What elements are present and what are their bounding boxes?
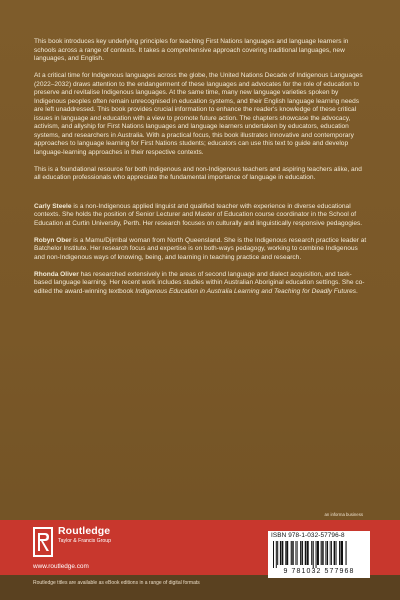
bio-text: is a non-Indigenous applied linguist and qualified teacher with experience in diverse educational contexts. She holds the position of Senior Lecturer and Master of Education course coordinator in the School of Education at Curtin University, Perth. Her research focuses on culturally and linguistically responsive pedagogies.	[34, 202, 363, 227]
barcode-bar	[317, 541, 319, 565]
blurb-text	[34, 38, 368, 305]
barcode-bar	[321, 541, 322, 565]
isbn-label: ISBN 978-1-032-57796-8	[271, 532, 345, 539]
bio-name: Robyn Ober	[34, 236, 72, 244]
barcode-digits: 9 781032 577968	[283, 568, 355, 575]
barcode-bar	[295, 541, 296, 565]
bio-name: Carly Steele	[34, 202, 72, 210]
barcode-bar	[285, 541, 286, 565]
barcode-bar	[346, 541, 347, 565]
barcode-bar	[325, 541, 326, 565]
bio-name: Rhonda Oliver	[34, 270, 79, 278]
barcode-bar	[339, 541, 341, 565]
publisher-group: Taylor & Francis Group	[58, 538, 112, 544]
publisher-name: Routledge	[58, 525, 111, 537]
barcode-guard-bar	[273, 541, 274, 568]
bio-rhonda-oliver	[34, 271, 368, 297]
barcode-bar	[341, 541, 343, 565]
book-title: Indigenous Education in Australia Learning and Teaching for Deadly Futures	[135, 287, 356, 295]
barcode-bar	[277, 541, 278, 565]
barcode-bar	[334, 541, 336, 565]
barcode-bar	[322, 541, 324, 565]
barcode-bar	[297, 541, 298, 565]
barcode-bar	[286, 541, 288, 565]
barcode-icon	[272, 541, 367, 568]
intro-paragraph-1: This book introduces key underlying principles for teaching First Nations languages and language learners in schools across a range of contexts. It takes a comprehensive approach covering traditional languages, new languages, and English.	[34, 38, 349, 62]
barcode-bar	[331, 541, 332, 565]
barcode-bar	[305, 541, 307, 565]
bio-end: .	[356, 287, 358, 295]
barcode-guard-bar	[316, 541, 317, 568]
routledge-logo-icon	[33, 527, 53, 557]
barcode-bar	[330, 541, 331, 565]
barcode-bar	[300, 541, 302, 565]
barcode-bar	[280, 541, 282, 565]
barcode-bar	[336, 541, 337, 565]
barcode-bar	[311, 541, 312, 565]
ebook-note: Routledge titles are available as eBook editions in a range of digital formats	[33, 580, 200, 586]
imprint-text: an informa business	[324, 512, 363, 517]
bio-robyn-ober	[34, 237, 368, 263]
barcode-bar	[307, 541, 309, 565]
barcode-guard-bar	[276, 541, 277, 568]
barcode-bar	[292, 541, 294, 565]
barcode-guard-bar	[313, 541, 314, 568]
barcode-bar	[302, 541, 303, 565]
publisher-url[interactable]: www.routledge.com	[33, 563, 89, 570]
barcode-bar	[282, 541, 284, 565]
intro-paragraph-3: This is a foundational resource for both Indigenous and non-Indigenous teachers and aspiring teachers alike, and all education professionals who appreciate the fundamental importance of language in education.	[34, 165, 362, 181]
barcode-bar	[327, 541, 329, 565]
bio-text: is a Mamu/Djirribal woman from North Queensland. She is the Indigenous research practice leader at Batchelor Institute. Her research focus and expertise is on both-ways pedagogy, working to combine Indigenous and non-Indigenous ways of knowing, being, and learning in teaching practice and research.	[34, 236, 367, 261]
intro-paragraph-2: At a critical time for Indigenous languages across the globe, the United Nations Decade of Indigenous Languages (2022–2032) draws attention to the endangerment of these languages and advocates for the role of education to preserve and revitalise Indigenous languages. At the same time, many new language varieties spoken by Indigenous peoples often remain unrecognised in education systems, and their English language learning needs are left unaddressed. This book provides crucial information to enhance the reader's knowledge of these critical issues in language and education with a view to promote future action. The chapters showcase the advocacy, activism, and allyship for First Nations languages and language learners undertaken by educators, education systems, and researchers in Australia. With a practical focus, this book illustrates innovative and contemporary approaches to language learning for First Nations students; educators can use this text to guide and develop language-learning approaches in their respective contexts.	[34, 72, 363, 156]
bio-text: has researched extensively in the areas of second language and dialect acquisition, and task-based language learning. Her recent work includes studies within Australian Aboriginal education settings. She co-edited the award-winning textbook	[34, 270, 365, 295]
bio-carly-steele	[34, 203, 368, 229]
barcode-bar	[291, 541, 292, 565]
